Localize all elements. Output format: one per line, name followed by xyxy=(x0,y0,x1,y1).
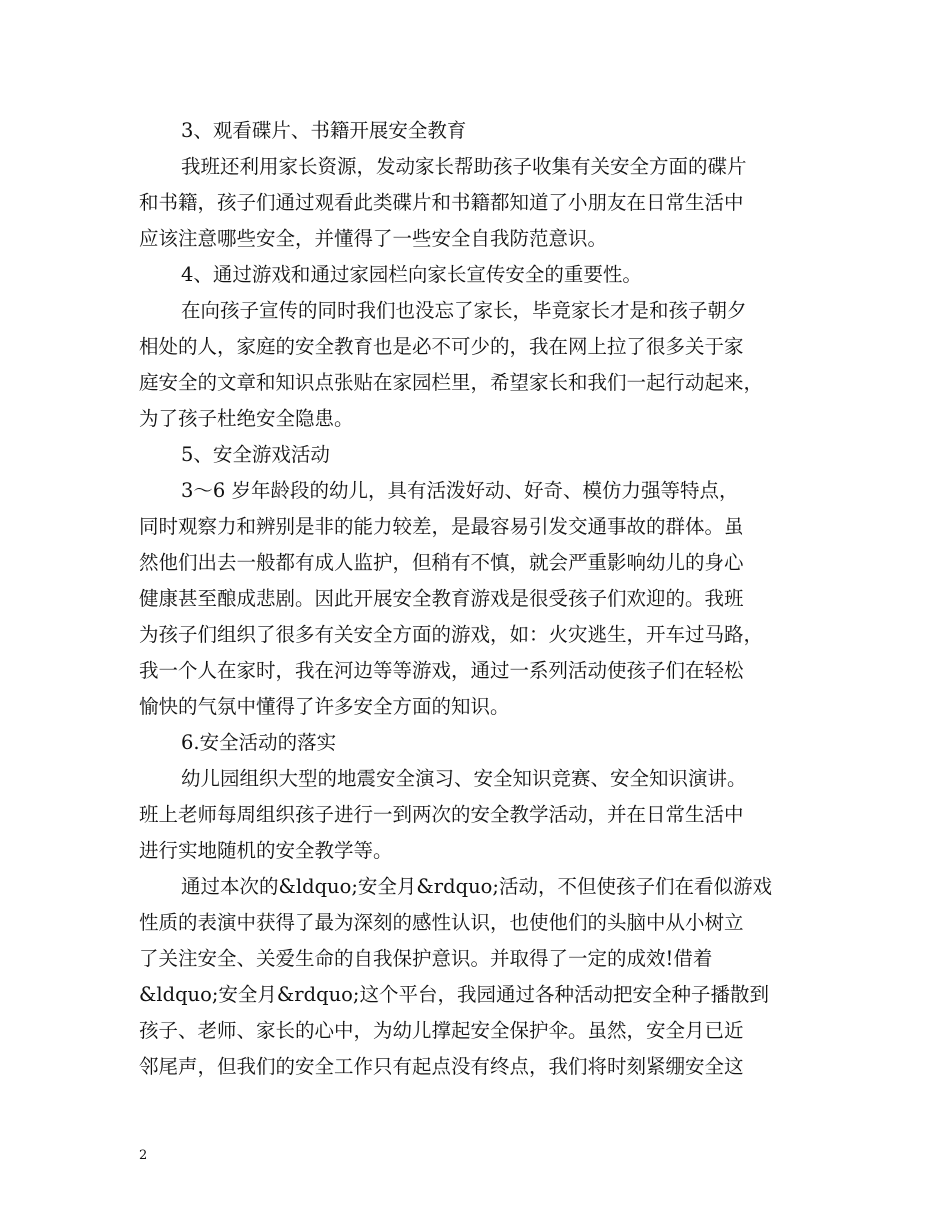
text-line: 3～6 岁年龄段的幼儿，具有活泼好动、好奇、模仿力强等特点， xyxy=(181,479,739,502)
text-line: 和书籍，孩子们通过观看此类碟片和书籍都知道了小朋友在日常生活中 xyxy=(139,191,744,214)
text-line: 孩子、老师、家长的心中，为幼儿撑起安全保护伞。虽然，安全月已近 xyxy=(139,1019,744,1042)
text-line: &ldquo;安全月&rdquo;这个平台，我园通过各种活动把安全种子播散到 xyxy=(139,983,769,1006)
text-line: 班上老师每周组织孩子进行一到两次的安全教学活动，并在日常生活中 xyxy=(139,803,744,826)
text-line: 了关注安全、关爱生命的自我保护意识。并取得了一定的成效!借着 xyxy=(139,947,713,970)
text-line: 我班还利用家长资源，发动家长帮助孩子收集有关安全方面的碟片 xyxy=(181,155,747,178)
body-text xyxy=(139,113,819,1085)
text-line: 健康甚至酿成悲剧。因此开展安全教育游戏是很受孩子们欢迎的。我班 xyxy=(139,587,744,610)
heading-3: 3、观看碟片、书籍开展安全教育 xyxy=(181,119,467,142)
text-line: 为了孩子杜绝安全隐患。 xyxy=(139,407,354,430)
text-line: 邻尾声，但我们的安全工作只有起点没有终点，我们将时刻紧绷安全这 xyxy=(139,1055,744,1078)
text-line: 应该注意哪些安全，并懂得了一些安全自我防范意识。 xyxy=(139,227,608,250)
text-line: 幼儿园组织大型的地震安全演习、安全知识竞赛、安全知识演讲。 xyxy=(181,767,747,790)
text-line: 然他们出去一般都有成人监护，但稍有不慎，就会严重影响幼儿的身心 xyxy=(139,551,744,574)
heading-5: 5、安全游戏活动 xyxy=(181,443,330,466)
text-line: 性质的表演中获得了最为深刻的感性认识，也使他们的头脑中从小树立 xyxy=(139,911,744,934)
text-line: 我一个人在家时，我在河边等等游戏，通过一系列活动使孩子们在轻松 xyxy=(139,659,744,682)
page-number: 2 xyxy=(139,1148,148,1163)
heading-6: 6.安全活动的落实 xyxy=(181,731,337,754)
text-line: 相处的人，家庭的安全教育也是必不可少的，我在网上拉了很多关于家 xyxy=(139,335,744,358)
text-line: 愉快的气氛中懂得了许多安全方面的知识。 xyxy=(139,695,510,718)
text-line: 进行实地随机的安全教学等。 xyxy=(139,839,393,862)
text-line: 为孩子们组织了很多有关安全方面的游戏，如：火灾逃生，开车过马路， xyxy=(139,623,764,646)
document-body xyxy=(139,113,819,1085)
text-line: 在向孩子宣传的同时我们也没忘了家长，毕竟家长才是和孩子朝夕 xyxy=(181,299,747,322)
heading-4: 4、通过游戏和通过家园栏向家长宣传安全的重要性。 xyxy=(181,263,642,286)
text-line: 庭安全的文章和知识点张贴在家园栏里，希望家长和我们一起行动起来， xyxy=(139,371,764,394)
text-line: 通过本次的&ldquo;安全月&rdquo;活动，不但使孩子们在看似游戏 xyxy=(181,875,772,898)
text-line: 同时观察力和辨别是非的能力较差，是最容易引发交通事故的群体。虽 xyxy=(139,515,744,538)
